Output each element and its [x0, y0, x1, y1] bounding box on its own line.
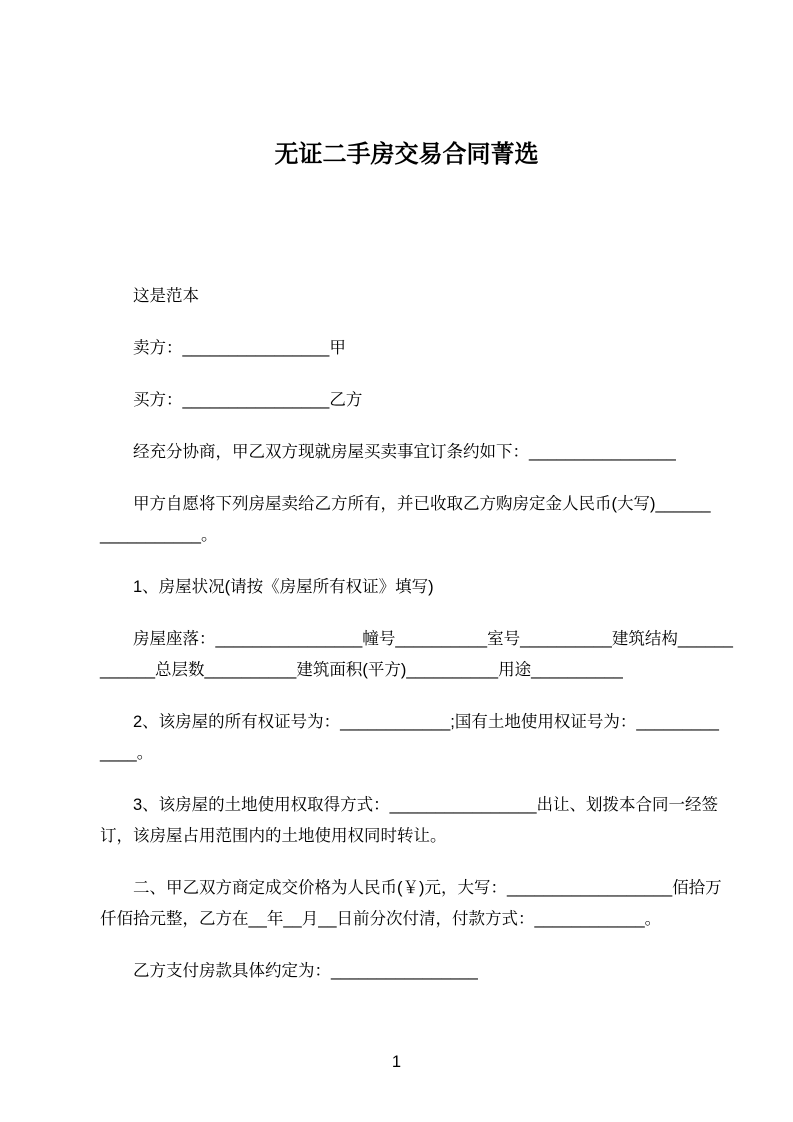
- paragraph-land-use-right: [100, 790, 719, 852]
- contract-line: ___________。: [100, 526, 218, 544]
- contract-line: 2、该房屋的所有权证号为：____________;国有土地使用权证号为：_________: [133, 713, 719, 731]
- contract-line: 1、房屋状况(请按《房屋所有权证》填写): [133, 578, 434, 596]
- page-number: 1: [391, 1053, 402, 1071]
- contract-line: 订，该房屋占用范围内的土地使用权同时转让。: [100, 827, 447, 845]
- contract-line: 乙方支付房款具体约定为：________________: [133, 962, 478, 980]
- contract-line: 二、甲乙双方商定成交价格为人民币(￥)元，大写：__________________佰拾万: [133, 879, 722, 897]
- paragraph-intro: [100, 281, 713, 312]
- contract-line: 卖方：________________甲: [133, 339, 346, 357]
- contract-line: 买方：________________乙方: [133, 391, 363, 409]
- contract-line: 经充分协商，甲乙双方现就房屋买卖事宜订条约如下：________________: [133, 443, 676, 461]
- contract-line: 仟佰拾元整，乙方在__年__月__日前分次付清，付款方式：____________。: [100, 910, 662, 928]
- contract-line: ____。: [100, 744, 154, 762]
- document-title: 无证二手房交易合同菁选: [274, 141, 539, 168]
- paragraph-deposit: [100, 489, 713, 551]
- paragraph-seller: [100, 333, 713, 364]
- paragraph-ownership-certificate: [100, 707, 719, 769]
- paragraph-buyer: [100, 385, 713, 416]
- paragraph-agreement-intro: [100, 437, 713, 468]
- contract-line: 3、该房屋的土地使用权取得方式：________________出让、划拨本合同一经签: [133, 796, 719, 814]
- contract-line: 这是范本: [133, 287, 199, 305]
- contract-line: 甲方自愿将下列房屋卖给乙方所有，并已收取乙方购房定金人民币(大写)______: [133, 495, 711, 513]
- contract-line: 房屋座落：________________幢号__________室号__________建筑结构______: [133, 630, 733, 648]
- paragraph-house-location: [100, 624, 733, 686]
- paragraph-payment-terms: [100, 956, 713, 987]
- paragraph-house-status-heading: [100, 572, 713, 603]
- contract-line: ______总层数__________建筑面积(平方)__________用途__________: [100, 661, 623, 679]
- paragraph-price: [100, 873, 722, 935]
